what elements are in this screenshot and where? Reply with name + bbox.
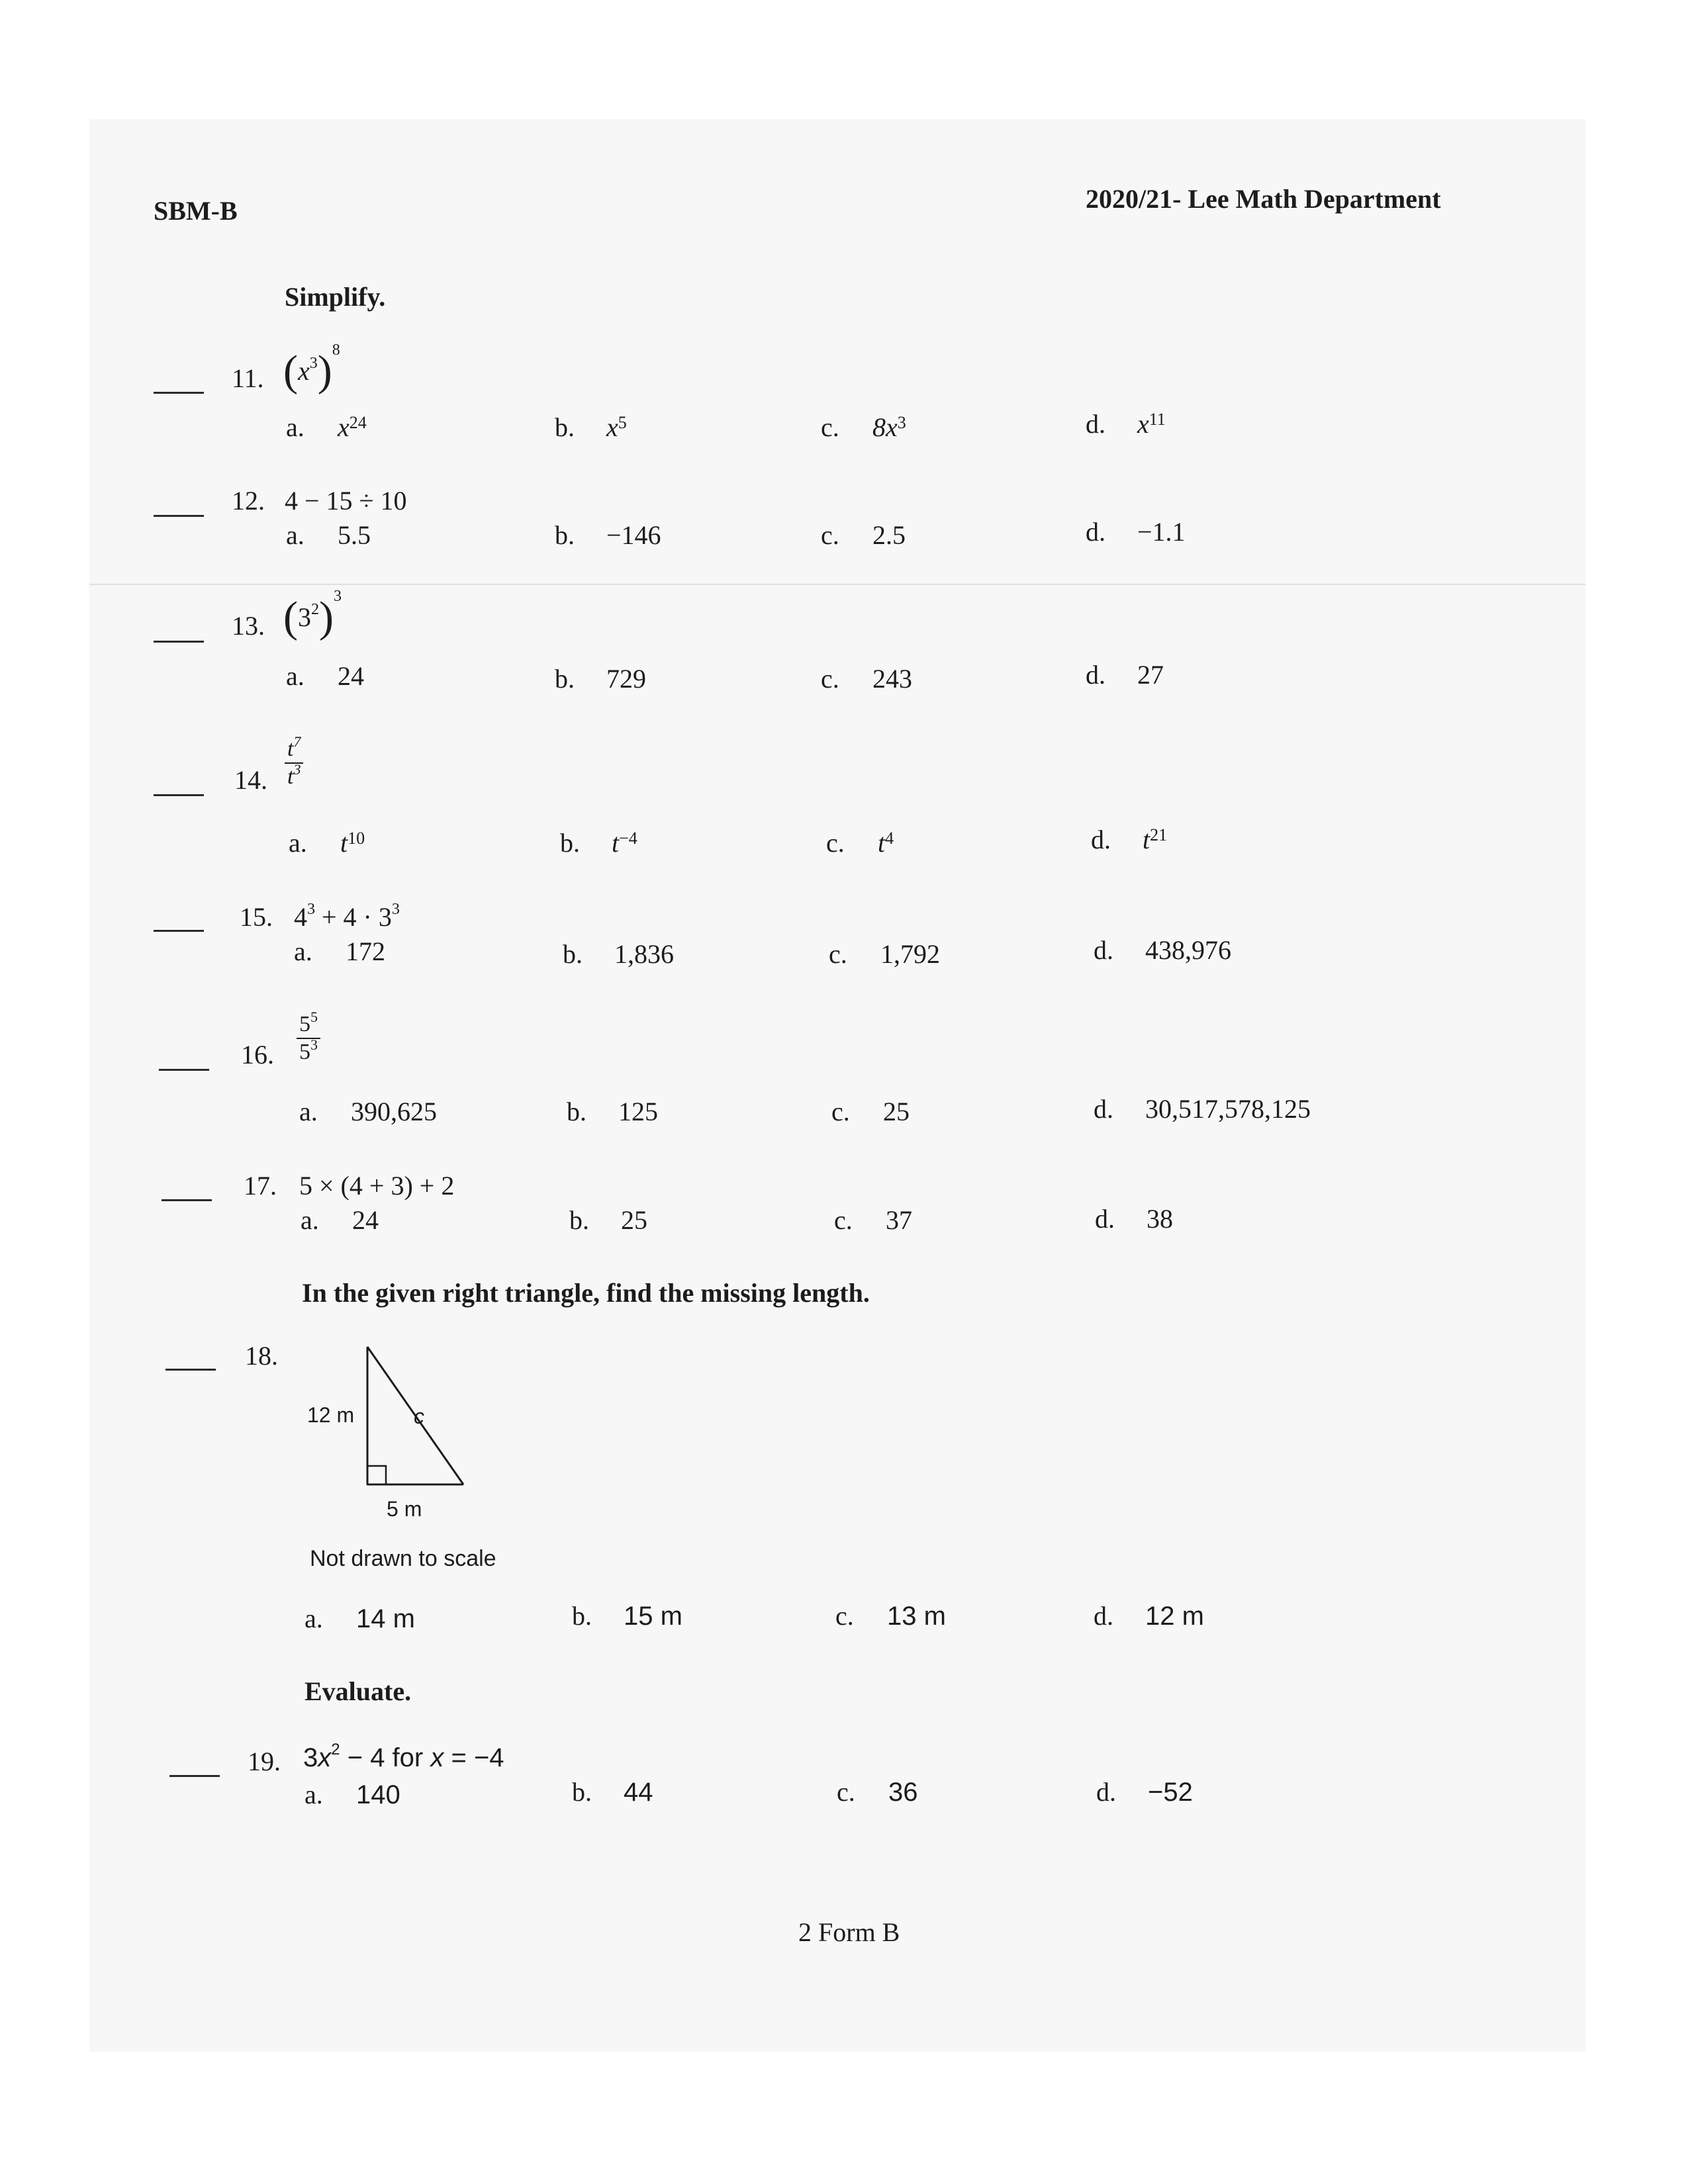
q19-var2: x (430, 1743, 444, 1772)
q13-a-value: 24 (338, 661, 364, 691)
q18-b-letter: b. (572, 1601, 592, 1631)
fold-line (89, 584, 1585, 585)
q15-term2-exp: 3 (391, 901, 400, 918)
q17-b-value: 25 (621, 1205, 647, 1235)
answer-blank-18[interactable] (165, 1369, 216, 1371)
question-number-11: 11. (232, 363, 264, 393)
q12-option-a[interactable] (286, 520, 371, 551)
q19-b-letter: b. (572, 1777, 592, 1807)
q13-option-c[interactable] (821, 663, 912, 694)
q12-b-value: −146 (606, 520, 661, 550)
q12-b-letter: b. (555, 520, 575, 550)
q14-c-value: t (878, 828, 886, 858)
q18-c-letter: c. (835, 1601, 854, 1631)
q12-d-letter: d. (1086, 517, 1105, 547)
q15-option-d[interactable] (1094, 934, 1231, 966)
question-number-17: 17. (244, 1171, 277, 1201)
q12-c-value: 2.5 (872, 520, 906, 550)
question-number-15: 15. (240, 902, 273, 932)
q19-exp: 2 (331, 1741, 340, 1758)
question-13-expression: $(3^2)^3$ (283, 588, 342, 641)
q11-a-letter: a. (286, 412, 305, 442)
q19-d-letter: d. (1096, 1777, 1116, 1807)
q16-option-c[interactable] (831, 1096, 910, 1127)
instruction-triangle: In the given right triangle, find the missing length. (302, 1278, 870, 1308)
q17-a-letter: a. (301, 1205, 319, 1235)
q14-c-letter: c. (826, 828, 845, 858)
question-number-14: 14. (234, 765, 267, 795)
q13-b-letter: b. (555, 664, 575, 694)
q12-a-value: 5.5 (338, 520, 371, 550)
q13-b-value: 729 (606, 664, 646, 694)
not-to-scale-note: Not drawn to scale (310, 1546, 496, 1571)
answer-blank-14[interactable] (154, 794, 204, 796)
q17-c-value: 37 (886, 1205, 912, 1235)
q17-option-b[interactable] (569, 1205, 647, 1236)
q18-a-letter: a. (305, 1604, 323, 1633)
q13-c-value: 243 (872, 664, 912, 694)
q12-option-b[interactable] (555, 520, 661, 551)
q13-option-b[interactable] (555, 663, 646, 694)
q18-option-b[interactable] (572, 1600, 682, 1631)
page-footer: 2 Form B (798, 1917, 900, 1947)
q19-a-letter: a. (305, 1780, 323, 1809)
q15-d-letter: d. (1094, 935, 1113, 965)
question-16-fraction (297, 1011, 320, 1066)
question-12-expression: 4 − 15 ÷ 10 (285, 486, 407, 516)
q13-base: 3 (297, 602, 311, 632)
q13-d-value: 27 (1137, 660, 1164, 690)
q11-d-value: x (1137, 409, 1149, 439)
q11-c-letter: c. (821, 412, 839, 442)
q15-c-letter: c. (829, 939, 847, 969)
answer-blank-13[interactable] (154, 641, 204, 643)
q15-c-value: 1,792 (880, 939, 940, 969)
q11-b-value: x (606, 412, 618, 442)
q11-inner-exp: 3 (309, 355, 318, 372)
q11-b-exp: 5 (618, 413, 627, 432)
q14-b-exp: −4 (619, 829, 637, 848)
q15-a-value: 172 (346, 936, 385, 966)
q12-option-d[interactable] (1086, 516, 1186, 547)
q14-num-exp: 7 (293, 733, 301, 750)
q13-a-letter: a. (286, 661, 305, 691)
q19-option-a[interactable] (305, 1779, 400, 1810)
q19-a-value: 140 (356, 1780, 400, 1809)
q12-option-c[interactable] (821, 520, 906, 551)
q14-d-value: t (1143, 825, 1150, 854)
q18-option-c[interactable] (835, 1600, 946, 1631)
q11-base: x (297, 356, 310, 386)
answer-blank-16[interactable] (159, 1069, 209, 1071)
q16-c-letter: c. (831, 1097, 850, 1126)
q14-c-exp: 4 (885, 829, 894, 848)
q13-option-a[interactable] (286, 660, 364, 692)
q13-option-d[interactable] (1086, 659, 1164, 690)
q15-term1-base: 4 (294, 902, 307, 932)
q11-d-exp: 11 (1149, 410, 1166, 429)
question-15-expression (294, 901, 400, 933)
q11-d-letter: d. (1086, 409, 1105, 439)
answer-blank-17[interactable] (162, 1199, 212, 1201)
q11-option-a[interactable] (286, 412, 367, 443)
q14-den-base: t (287, 764, 294, 789)
q11-option-d[interactable] (1086, 408, 1166, 439)
leg-label: 12 m (307, 1403, 355, 1427)
q16-c-value: 25 (883, 1097, 910, 1126)
hypotenuse-label: c (414, 1404, 424, 1428)
q18-d-value: 12 m (1145, 1602, 1204, 1631)
q17-d-letter: d. (1095, 1204, 1115, 1234)
q18-option-d[interactable] (1094, 1600, 1204, 1631)
q14-option-a[interactable] (289, 827, 365, 858)
q19-option-b[interactable] (572, 1776, 653, 1807)
q11-a-exp: 24 (349, 413, 367, 432)
q12-c-letter: c. (821, 520, 839, 550)
base-label: 5 m (387, 1497, 422, 1521)
right-angle-marker (367, 1466, 386, 1484)
q16-num-exp: 5 (310, 1009, 318, 1025)
q15-option-b[interactable] (563, 938, 674, 970)
form-code: SBM-B (154, 196, 238, 226)
question-11-expression: $(x^3)^8$ (283, 341, 340, 395)
q14-den-exp: 3 (293, 761, 301, 778)
q15-middle: + 4 · (315, 902, 379, 932)
q14-d-exp: 21 (1150, 825, 1168, 844)
q16-d-value: 30,517,578,125 (1145, 1094, 1311, 1124)
q11-option-b[interactable] (555, 412, 627, 443)
q16-num-base: 5 (299, 1012, 310, 1036)
q16-option-a[interactable] (299, 1096, 437, 1127)
q14-option-d[interactable] (1091, 824, 1167, 855)
question-14-fraction (285, 733, 303, 790)
q14-b-value: t (612, 828, 620, 858)
q13-d-letter: d. (1086, 660, 1105, 690)
q15-option-c[interactable] (829, 938, 940, 970)
q15-b-value: 1,836 (614, 939, 674, 969)
answer-blank-12[interactable] (154, 515, 204, 517)
q16-d-letter: d. (1094, 1094, 1113, 1124)
q13-inner-exp: 2 (310, 601, 319, 618)
q17-a-value: 24 (352, 1205, 379, 1235)
q12-a-letter: a. (286, 520, 305, 550)
q11-option-c[interactable] (821, 412, 906, 443)
q14-option-b[interactable] (560, 827, 637, 858)
q16-den-base: 5 (299, 1040, 310, 1064)
q14-option-c[interactable] (826, 827, 894, 858)
q11-c-exp: 3 (897, 413, 906, 432)
q11-a-value: x (338, 412, 350, 442)
q19-c-value: 36 (888, 1778, 918, 1807)
question-19-expression (303, 1743, 504, 1773)
q12-d-value: −1.1 (1137, 517, 1186, 547)
q17-d-value: 38 (1147, 1204, 1173, 1234)
q19-rest: − 4 for (340, 1743, 431, 1772)
q19-var: x (318, 1743, 332, 1772)
q17-b-letter: b. (569, 1205, 589, 1235)
instruction-simplify: Simplify. (285, 282, 386, 312)
q16-b-letter: b. (567, 1097, 586, 1126)
q16-option-b[interactable] (567, 1096, 658, 1127)
q19-option-d[interactable] (1096, 1776, 1193, 1807)
q14-num-base: t (287, 737, 294, 761)
question-number-12: 12. (232, 486, 265, 516)
q15-a-letter: a. (294, 936, 312, 966)
q19-option-c[interactable] (837, 1776, 918, 1807)
question-number-18: 18. (245, 1341, 278, 1371)
q18-option-a[interactable] (305, 1603, 415, 1634)
q14-d-letter: d. (1091, 825, 1111, 854)
question-17-expression: 5 × (4 + 3) + 2 (299, 1171, 455, 1201)
q17-option-a[interactable] (301, 1205, 379, 1236)
q18-a-value: 14 m (356, 1604, 415, 1633)
answer-blank-19[interactable] (169, 1775, 220, 1777)
q18-b-value: 15 m (624, 1602, 682, 1631)
q16-den-exp: 3 (310, 1036, 318, 1053)
q19-d-value: −52 (1148, 1778, 1193, 1807)
answer-blank-15[interactable] (154, 930, 204, 932)
q11-c-value: 8x (872, 412, 898, 442)
q17-option-d[interactable] (1095, 1203, 1173, 1234)
q15-d-value: 438,976 (1145, 935, 1231, 965)
q14-a-letter: a. (289, 828, 307, 858)
q17-c-letter: c. (834, 1205, 853, 1235)
q16-b-value: 125 (618, 1097, 658, 1126)
q19-coef: 3 (303, 1743, 318, 1772)
q13-c-letter: c. (821, 664, 839, 694)
q15-option-a[interactable] (294, 936, 385, 967)
q11-b-letter: b. (555, 412, 575, 442)
q17-option-c[interactable] (834, 1205, 912, 1236)
q16-a-letter: a. (299, 1097, 318, 1126)
q16-a-value: 390,625 (351, 1097, 437, 1126)
q18-c-value: 13 m (887, 1602, 946, 1631)
q18-d-letter: d. (1094, 1601, 1113, 1631)
q14-b-letter: b. (560, 828, 580, 858)
q16-option-d[interactable] (1094, 1093, 1311, 1124)
department-label: 2020/21- Lee Math Department (1086, 184, 1441, 214)
q14-a-value: t (340, 828, 348, 858)
q13-outer-exp: 3 (333, 588, 342, 605)
question-number-13: 13. (232, 611, 265, 641)
q11-outer-exp: 8 (332, 341, 340, 359)
question-number-19: 19. (248, 1747, 281, 1776)
instruction-evaluate: Evaluate. (305, 1676, 412, 1706)
question-number-16: 16. (241, 1040, 274, 1069)
q15-term2-base: 3 (378, 902, 392, 932)
q15-term1-exp: 3 (307, 901, 315, 918)
q19-b-value: 44 (624, 1778, 653, 1807)
q14-a-exp: 10 (348, 829, 365, 848)
q19-c-letter: c. (837, 1777, 855, 1807)
q15-b-letter: b. (563, 939, 583, 969)
answer-blank-11[interactable] (154, 392, 204, 394)
q19-condition: = −4 (444, 1743, 504, 1772)
